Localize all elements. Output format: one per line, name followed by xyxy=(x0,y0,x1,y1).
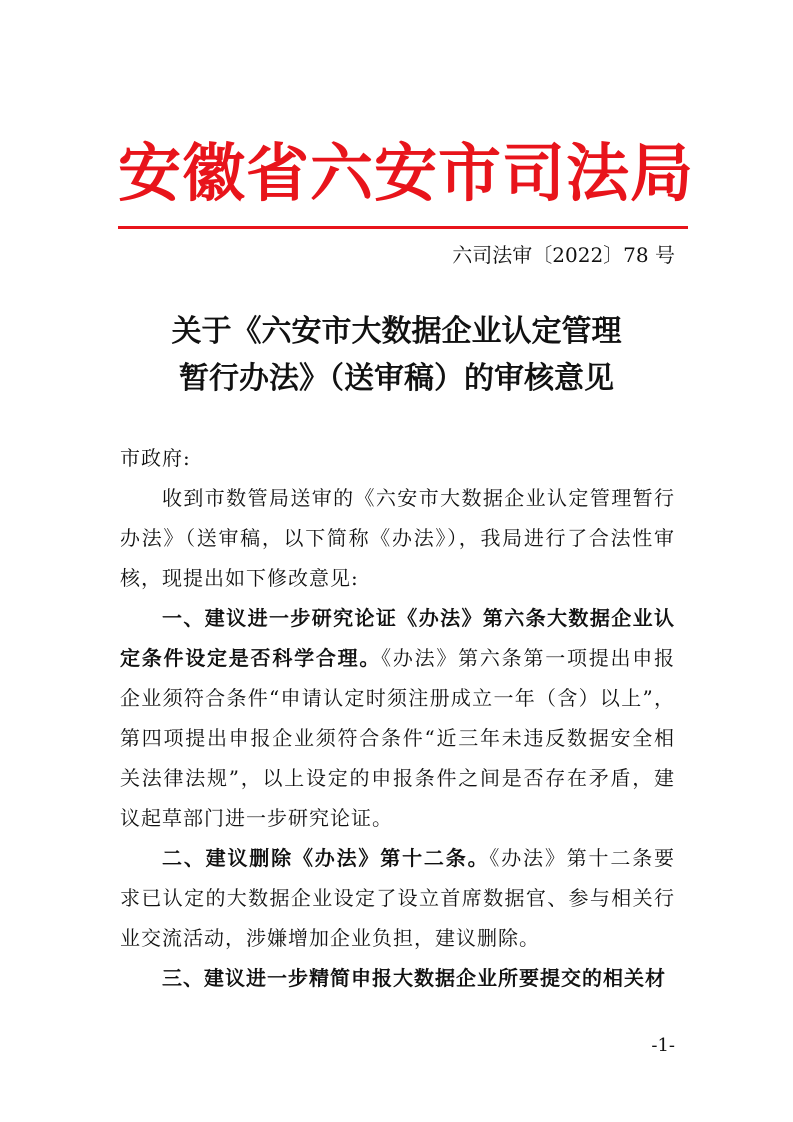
document-number: 六司法审〔2022〕78 号 xyxy=(452,243,675,267)
opinion-item-2-lead: 二、建议删除《办法》第十二条。 xyxy=(162,846,490,870)
masthead-title: 安徽省六安市司法局 xyxy=(118,136,694,210)
opinion-item-2-text: 《办法》第十二条要求已认定的大数据企业设定了设立首席数据官、参与相关行业交流活动，涉嫌增加企业负担，建议删除。 xyxy=(120,846,676,950)
salutation: 市政府: xyxy=(120,446,191,470)
intro-paragraph: 收到市数管局送审的《六安市大数据企业认定管理暂行办法》（送审稿，以下简称《办法》），我局进行了合法性审核，现提出如下修改意见: xyxy=(120,486,675,590)
opinion-item-3-lead: 三、建议进一步精简申报大数据企业所要提交的相关材 xyxy=(162,966,666,990)
red-divider-line xyxy=(118,226,688,229)
opinion-item-1 xyxy=(120,598,675,838)
opinion-item-1-lead: 一、建议进一步研究论证《办法》第六条大数据企业认定条件设定是否科学合理。 xyxy=(120,606,675,670)
opinion-item-2 xyxy=(120,838,675,958)
opinion-item-1-text: 《办法》第六条第一项提出申报企业须符合条件“申请认定时须注册成立一年（含）以上”，第四项提出申报企业须符合条件“近三年未违反数据安全相关法律法规”，以上设定的申报条件之间是否存在矛盾，建议起草部门进一步研究论证。 xyxy=(120,646,676,830)
page-number: -1- xyxy=(651,1035,675,1056)
title-line-2: 暂行办法》（送审稿）的审核意见 xyxy=(179,361,614,396)
opinion-item-3 xyxy=(120,958,675,998)
document-body xyxy=(120,438,675,998)
document-title xyxy=(100,308,693,402)
title-line-1: 关于《六安市大数据企业认定管理 xyxy=(171,314,622,349)
